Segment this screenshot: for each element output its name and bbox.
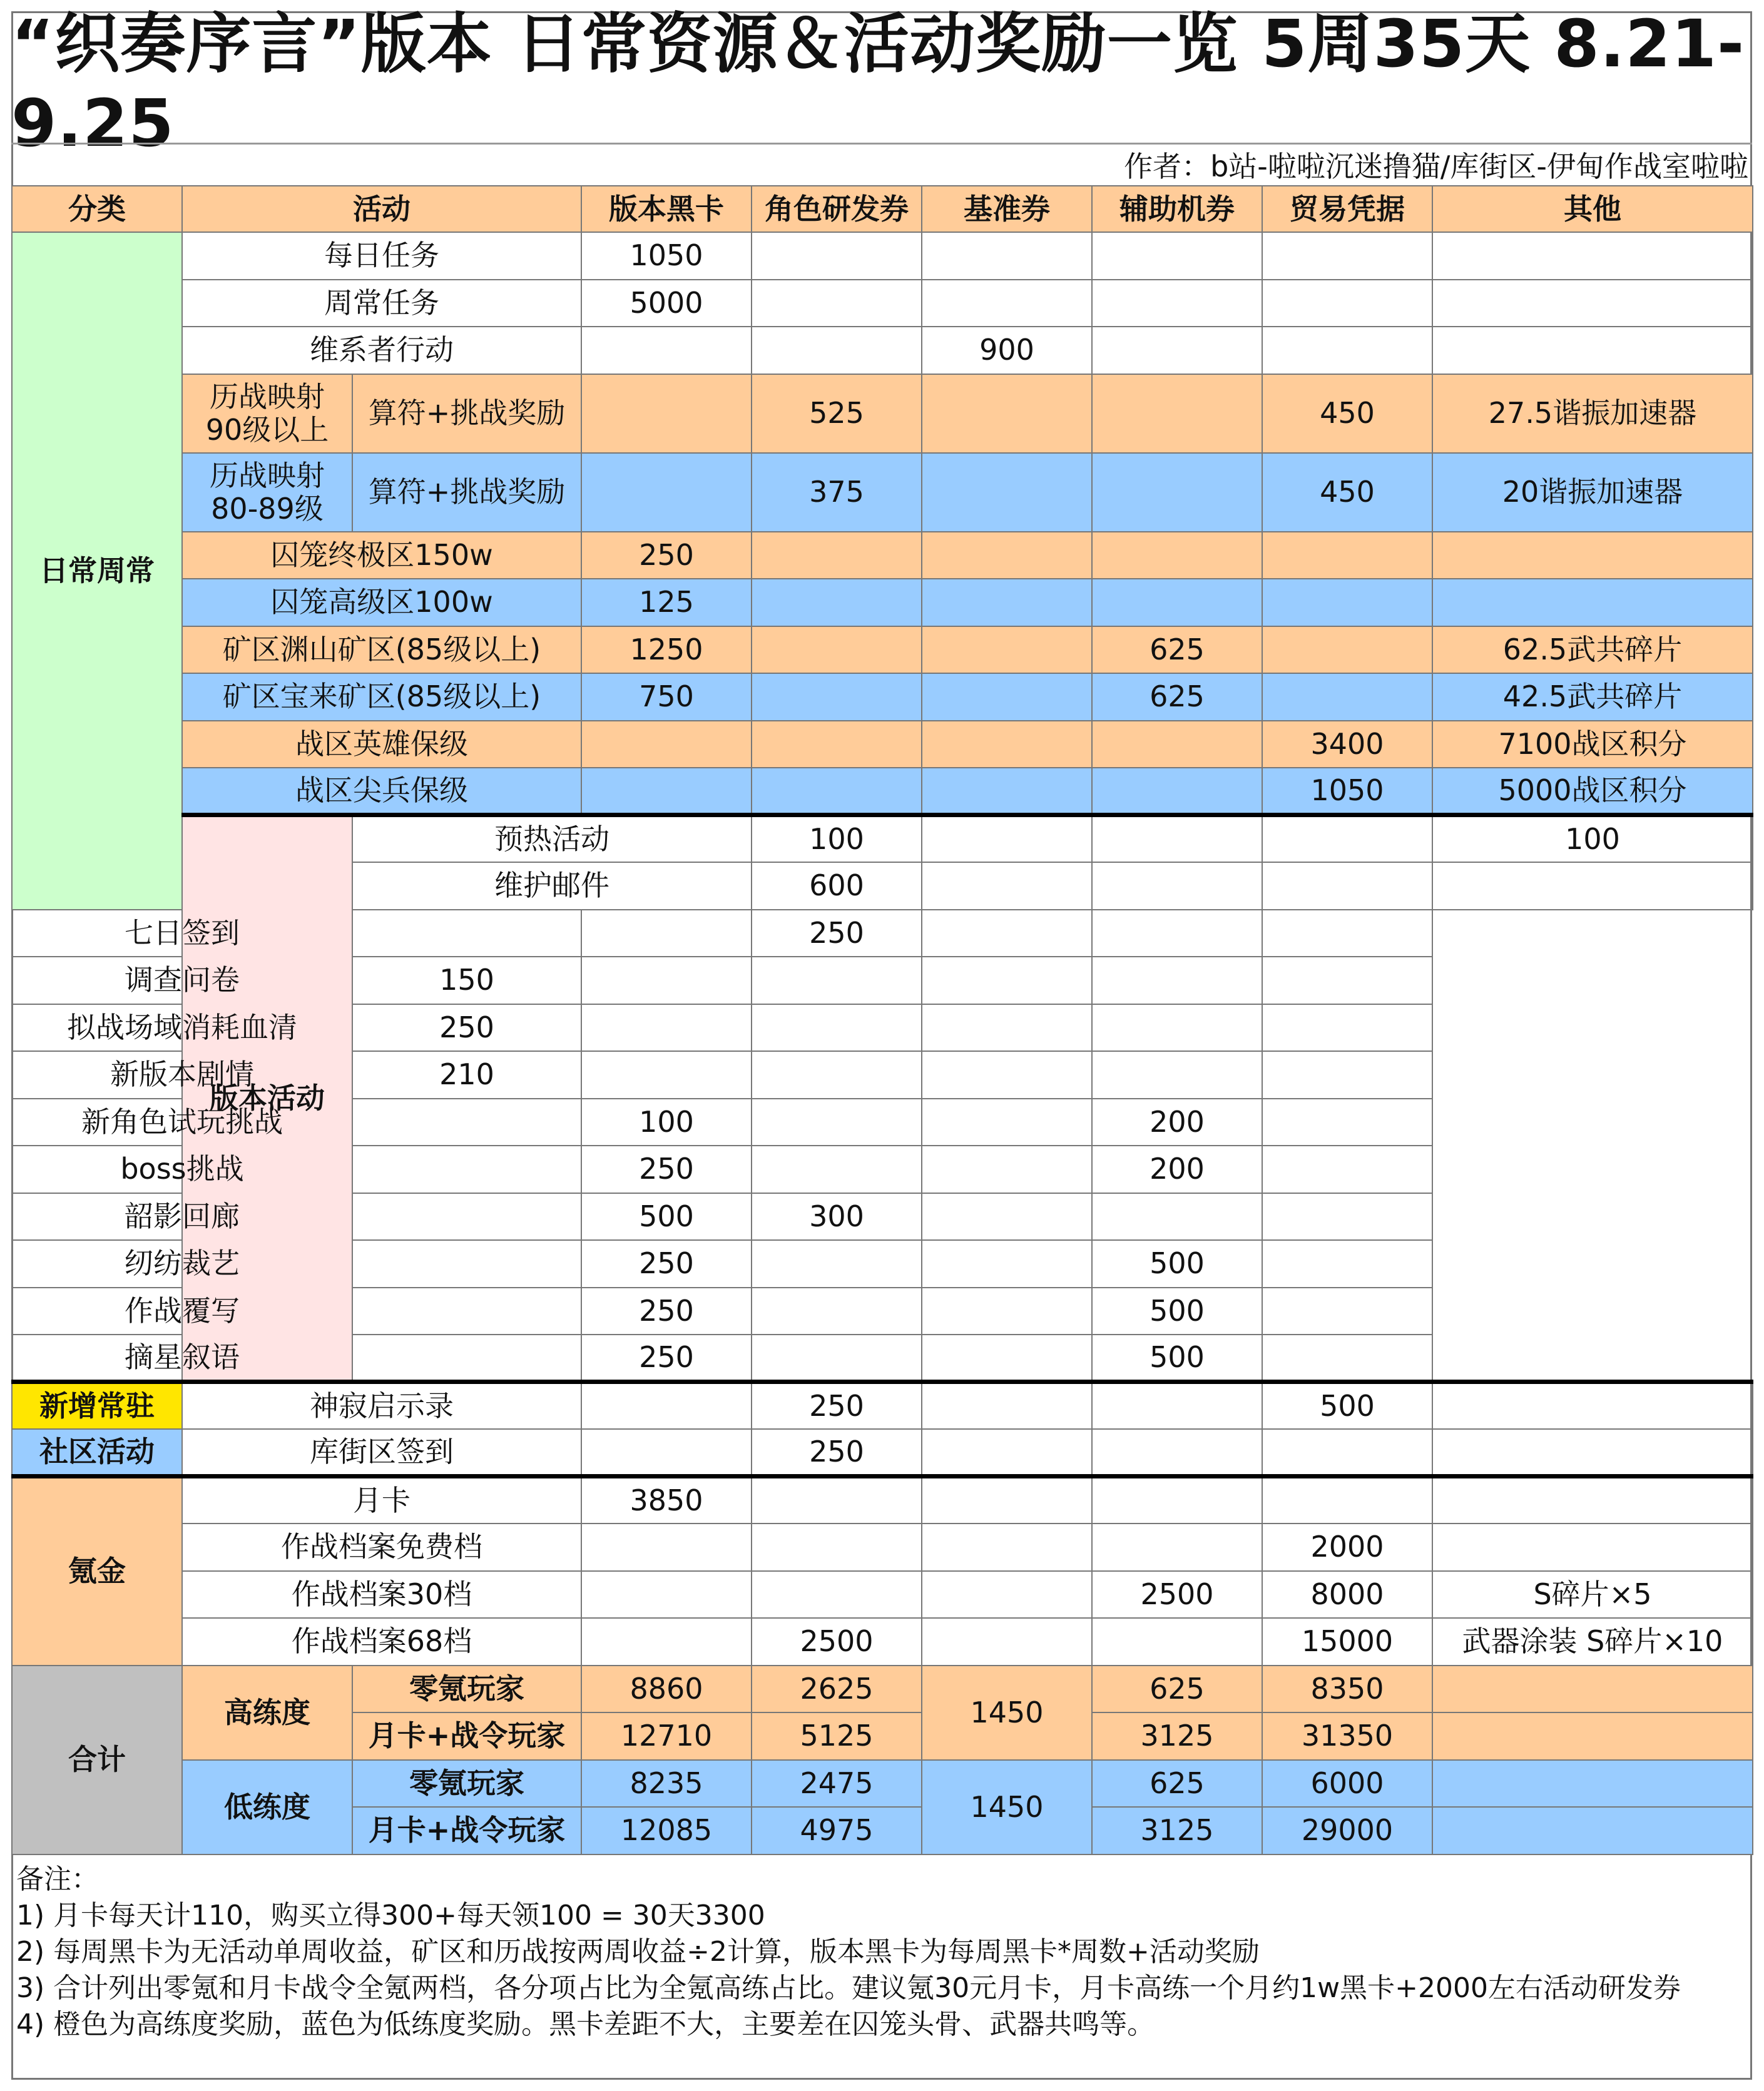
black-card-cell: 8235 (581, 1760, 752, 1808)
header-black-card: 版本黑卡 (581, 186, 752, 232)
black-card-cell (581, 1429, 752, 1477)
base-ticket-cell (922, 453, 1092, 532)
table-row (12, 1760, 1753, 1808)
table-row (12, 1666, 1753, 1713)
aux-ticket-cell (1092, 1477, 1262, 1524)
table-row (12, 768, 1753, 815)
category-payment: 氪金 (12, 1477, 182, 1666)
trade-voucher-cell (1262, 280, 1432, 327)
role-ticket-cell: 250 (752, 1382, 922, 1430)
trade-voucher-cell (1092, 1004, 1262, 1052)
base-ticket-cell (922, 1571, 1092, 1619)
black-card-cell (581, 1524, 752, 1571)
role-ticket-cell: 250 (752, 1429, 922, 1477)
table-row (12, 626, 1753, 674)
aux-ticket-cell: 625 (1092, 1760, 1262, 1808)
trade-voucher-cell: 3400 (1262, 721, 1432, 768)
aux-ticket-cell (922, 1146, 1092, 1193)
activity-cell: 神寂启示录 (182, 1382, 581, 1430)
black-card-cell (581, 374, 752, 453)
aux-ticket-cell (1092, 1524, 1262, 1571)
table-row (12, 1240, 1753, 1288)
trade-voucher-cell (1262, 1429, 1432, 1477)
role-ticket-cell: 250 (581, 1288, 752, 1335)
black-card-cell: 250 (581, 532, 752, 579)
black-card-cell: 3850 (581, 1477, 752, 1524)
trade-voucher-cell (1092, 910, 1262, 957)
role-ticket-cell: 2500 (752, 1618, 922, 1666)
role-ticket-cell: 525 (752, 374, 922, 453)
aux-ticket-cell: 3125 (1092, 1807, 1262, 1854)
table-row (12, 1571, 1753, 1619)
trade-voucher-cell: 500 (1092, 1335, 1262, 1382)
table-row (12, 673, 1753, 721)
table-row (12, 453, 1753, 532)
trade-voucher-cell: 2000 (1262, 1524, 1432, 1571)
black-card-cell: 8860 (581, 1666, 752, 1713)
role-ticket-cell: 2475 (752, 1760, 922, 1808)
base-ticket-cell (922, 579, 1092, 626)
base-ticket-cell (922, 673, 1092, 721)
table-row (12, 815, 1753, 863)
table-row (12, 374, 1753, 453)
role-ticket-cell: 250 (581, 1240, 752, 1288)
table-row (12, 532, 1753, 579)
other-cell (1432, 280, 1753, 327)
role-ticket-cell (752, 721, 922, 768)
role-ticket-cell (752, 280, 922, 327)
aux-ticket-cell: 625 (1092, 626, 1262, 674)
role-ticket-cell: 250 (581, 1335, 752, 1382)
black-card-cell: 600 (752, 862, 922, 910)
table-row (12, 957, 1753, 1004)
base-ticket-cell (1092, 862, 1262, 910)
other-cell (1262, 1193, 1432, 1241)
base-ticket-cell: 300 (752, 1193, 922, 1241)
trade-voucher-cell: 31350 (1262, 1712, 1432, 1760)
note-line: 3) 合计列出零氪和月卡战令全氪两档，各分项占比为全氪高练占比。建议氪30元月卡，月卡高练一个月约1w黑卡+2000左右活动研发券 (16, 1972, 1681, 2004)
high-level-label: 高练度 (182, 1666, 352, 1760)
note-line: 2) 每周黑卡为无活动单周收益，矿区和历战按两周收益÷2计算，版本黑卡为每周黑卡*周数+活动奖励 (16, 1936, 1260, 1968)
role-ticket-cell (752, 673, 922, 721)
trade-voucher-cell (1262, 532, 1432, 579)
other-cell (1432, 327, 1753, 374)
black-card-cell (352, 1146, 581, 1193)
category-community: 社区活动 (12, 1429, 182, 1477)
trade-voucher-cell: 29000 (1262, 1807, 1432, 1854)
other-cell (1432, 1382, 1753, 1430)
black-card-cell (581, 1382, 752, 1430)
black-card-cell: 125 (581, 579, 752, 626)
aux-ticket-cell (1092, 280, 1262, 327)
low-level-label: 低练度 (182, 1760, 352, 1854)
other-cell (1432, 1712, 1753, 1760)
trade-voucher-cell (1262, 327, 1432, 374)
category-total: 合计 (12, 1666, 182, 1854)
resource-table (11, 185, 1753, 1855)
activity-cell: 月卡 (182, 1477, 581, 1524)
activity-cell: 战区英雄保级 (182, 721, 581, 768)
activity-cell: 作战档案30档 (182, 1571, 581, 1619)
activity-cell: 维系者行动 (182, 327, 581, 374)
activity-cell: 战区尖兵保级 (182, 768, 581, 815)
base-ticket-cell (922, 1524, 1092, 1571)
activity-cell: 周常任务 (182, 280, 581, 327)
trade-voucher-cell: 200 (1092, 1099, 1262, 1146)
black-card-cell (581, 1571, 752, 1619)
other-cell (1432, 1477, 1753, 1524)
other-cell (1262, 1051, 1432, 1099)
activity-cell: 矿区渊山矿区(85级以上) (182, 626, 581, 674)
table-row (12, 1099, 1753, 1146)
trade-voucher-cell (1262, 626, 1432, 674)
aux-ticket-cell (922, 1193, 1092, 1241)
table-row (12, 1429, 1753, 1477)
black-card-cell: 1250 (581, 626, 752, 674)
aux-ticket-cell (1092, 1429, 1262, 1477)
base-ticket-cell (752, 1099, 922, 1146)
table-row (12, 1288, 1753, 1335)
black-card-cell (352, 1288, 581, 1335)
base-ticket-cell (752, 1335, 922, 1382)
other-cell (1432, 1429, 1753, 1477)
base-ticket-cell (752, 957, 922, 1004)
base-ticket-cell (922, 721, 1092, 768)
base-ticket-cell (922, 532, 1092, 579)
activity-cell: 每日任务 (182, 232, 581, 280)
table-row (12, 579, 1753, 626)
table-row (12, 327, 1753, 374)
other-cell (1432, 1666, 1753, 1713)
base-ticket-cell (922, 374, 1092, 453)
activity-cell: 韶影回廊 (12, 1193, 352, 1241)
header-base-ticket: 基准券 (922, 186, 1092, 232)
activity-cell: 作战覆写 (12, 1288, 352, 1335)
role-ticket-cell (581, 1004, 752, 1052)
aux-ticket-cell (1092, 768, 1262, 815)
header-category: 分类 (12, 186, 182, 232)
other-cell (1262, 1099, 1432, 1146)
black-card-cell: 750 (581, 673, 752, 721)
role-ticket-cell (581, 910, 752, 957)
table-row (12, 1335, 1753, 1382)
other-cell (1262, 1335, 1432, 1382)
table-row (12, 1146, 1753, 1193)
base-ticket-cell: 900 (922, 327, 1092, 374)
table-row (12, 910, 1753, 957)
trade-voucher-cell: 450 (1262, 374, 1432, 453)
activity-cell: 算符+挑战奖励 (352, 374, 581, 453)
trade-voucher-cell: 6000 (1262, 1760, 1432, 1808)
trade-voucher-cell: 500 (1092, 1288, 1262, 1335)
notes-heading: 备注： (16, 1863, 99, 1895)
base-ticket-cell (752, 1051, 922, 1099)
aux-ticket-cell (1092, 579, 1262, 626)
trade-voucher-cell: 450 (1262, 453, 1432, 532)
aux-ticket-cell (922, 1004, 1092, 1052)
base-ticket-cell (922, 1477, 1092, 1524)
aux-ticket-cell (1262, 862, 1432, 910)
other-cell (1262, 910, 1432, 957)
black-card-cell: 1050 (581, 232, 752, 280)
trade-voucher-cell (1432, 862, 1753, 910)
role-ticket-cell (581, 1051, 752, 1099)
base-ticket-cell: 1450 (922, 1760, 1092, 1854)
table-row (12, 1524, 1753, 1571)
activity-cell: 摘星叙语 (12, 1335, 352, 1382)
activity-cell: 预热活动 (352, 815, 752, 863)
black-card-cell (581, 453, 752, 532)
role-ticket-cell (922, 862, 1092, 910)
header-trade-voucher: 贸易凭据 (1262, 186, 1432, 232)
black-card-cell: 210 (352, 1051, 581, 1099)
table-row (12, 280, 1753, 327)
note-line: 1) 月卡每天计110，购买立得300+每天领100 = 30天3300 (16, 1900, 765, 1931)
header-other: 其他 (1432, 186, 1753, 232)
other-cell: 5000战区积分 (1432, 768, 1753, 815)
trade-voucher-cell (1092, 957, 1262, 1004)
trade-voucher-cell: 100 (1432, 815, 1753, 863)
header-row (12, 186, 1753, 232)
other-cell: 62.5武共碎片 (1432, 626, 1753, 674)
black-card-cell (352, 1335, 581, 1382)
table-row (12, 1477, 1753, 1524)
base-ticket-cell (922, 768, 1092, 815)
header-activity: 活动 (182, 186, 581, 232)
player-type-cell: 月卡+战令玩家 (352, 1712, 581, 1760)
other-cell (1262, 1004, 1432, 1052)
aux-ticket-cell (922, 1099, 1092, 1146)
other-cell (1262, 1146, 1432, 1193)
aux-ticket-cell (922, 910, 1092, 957)
aux-ticket-cell (922, 957, 1092, 1004)
table-row (12, 721, 1753, 768)
activity-cell: 库街区签到 (182, 1429, 581, 1477)
base-ticket-cell (752, 1146, 922, 1193)
role-ticket-cell (922, 815, 1092, 863)
base-ticket-cell (922, 280, 1092, 327)
role-ticket-cell: 250 (581, 1146, 752, 1193)
other-cell (1262, 1288, 1432, 1335)
page-title: “织奏序言”版本 日常资源＆活动奖励一览 5周35天 8.21-9.25 (11, 6, 1745, 161)
other-cell: 42.5武共碎片 (1432, 673, 1753, 721)
role-ticket-cell (752, 1571, 922, 1619)
other-cell (1432, 1524, 1753, 1571)
activity-cell: 囚笼终极区150w (182, 532, 581, 579)
role-ticket-cell (581, 957, 752, 1004)
role-ticket-cell: 2625 (752, 1666, 922, 1713)
aux-ticket-cell (1092, 1382, 1262, 1430)
trade-voucher-cell: 500 (1092, 1240, 1262, 1288)
category-version: 版本活动 (182, 815, 352, 1382)
black-card-cell (352, 1193, 581, 1241)
table-row (12, 1193, 1753, 1241)
aux-ticket-cell (1092, 453, 1262, 532)
black-card-cell: 150 (352, 957, 581, 1004)
activity-cell: 七日签到 (12, 910, 352, 957)
role-ticket-cell (752, 232, 922, 280)
black-card-cell: 12085 (581, 1807, 752, 1854)
activity-cell: 纫纺裁艺 (12, 1240, 352, 1288)
other-cell (1432, 579, 1753, 626)
black-card-cell: 5000 (581, 280, 752, 327)
player-type-cell: 零氪玩家 (352, 1760, 581, 1808)
trade-voucher-cell: 200 (1092, 1146, 1262, 1193)
table-row (12, 1618, 1753, 1666)
black-card-cell (581, 721, 752, 768)
black-card-cell: 250 (352, 1004, 581, 1052)
black-card-cell (581, 1618, 752, 1666)
black-card-cell (352, 1240, 581, 1288)
table-row (12, 1004, 1753, 1052)
header-aux-ticket: 辅助机券 (1092, 186, 1262, 232)
other-cell (1262, 957, 1432, 1004)
base-ticket-cell (922, 1429, 1092, 1477)
activity-cell: 新版本剧情 (12, 1051, 352, 1099)
black-card-cell (352, 1099, 581, 1146)
trade-voucher-cell (1092, 1051, 1262, 1099)
activity-cell: 调查问卷 (12, 957, 352, 1004)
aux-ticket-cell (922, 1240, 1092, 1288)
other-cell (1432, 532, 1753, 579)
aux-ticket-cell (1092, 232, 1262, 280)
trade-voucher-cell: 1050 (1262, 768, 1432, 815)
other-cell: S碎片×5 (1432, 1571, 1753, 1619)
trade-voucher-cell: 8000 (1262, 1571, 1432, 1619)
base-ticket-cell (752, 1004, 922, 1052)
trade-voucher-cell (1262, 232, 1432, 280)
black-card-cell (581, 768, 752, 815)
category-daily: 日常周常 (12, 232, 182, 910)
trade-voucher-cell (1262, 673, 1432, 721)
activity-cell: 新角色试玩挑战 (12, 1099, 352, 1146)
role-ticket-cell (752, 768, 922, 815)
trade-voucher-cell (1262, 579, 1432, 626)
role-ticket-cell: 4975 (752, 1807, 922, 1854)
black-card-cell (581, 327, 752, 374)
base-ticket-cell (922, 1618, 1092, 1666)
role-ticket-cell (752, 327, 922, 374)
black-card-cell (352, 910, 581, 957)
aux-ticket-cell: 3125 (1092, 1712, 1262, 1760)
activity-cell: 算符+挑战奖励 (352, 453, 581, 532)
player-type-cell: 月卡+战令玩家 (352, 1807, 581, 1854)
role-ticket-cell (752, 579, 922, 626)
role-ticket-cell (752, 532, 922, 579)
other-cell (1262, 1240, 1432, 1288)
other-cell (1432, 232, 1753, 280)
category-new-permanent: 新增常驻 (12, 1382, 182, 1430)
aux-ticket-cell (1092, 532, 1262, 579)
activity-cell: 作战档案68档 (182, 1618, 581, 1666)
activity-cell: 作战档案免费档 (182, 1524, 581, 1571)
base-ticket-cell (922, 626, 1092, 674)
base-ticket-cell: 1450 (922, 1666, 1092, 1760)
table-row (12, 232, 1753, 280)
other-cell: 7100战区积分 (1432, 721, 1753, 768)
header-role-ticket: 角色研发券 (752, 186, 922, 232)
trade-voucher-cell: 15000 (1262, 1618, 1432, 1666)
aux-ticket-cell: 625 (1092, 1666, 1262, 1713)
role-ticket-cell: 100 (581, 1099, 752, 1146)
trade-voucher-cell: 500 (1262, 1382, 1432, 1430)
aux-ticket-cell (1092, 374, 1262, 453)
aux-ticket-cell (922, 1051, 1092, 1099)
note-line: 4) 橙色为高练度奖励，蓝色为低练度奖励。黑卡差距不大，主要差在囚笼头骨、武器共鸣等。 (16, 2008, 1155, 2040)
aux-ticket-cell: 625 (1092, 673, 1262, 721)
aux-ticket-cell: 2500 (1092, 1571, 1262, 1619)
other-cell (1432, 1807, 1753, 1854)
activity-cell: 囚笼高级区100w (182, 579, 581, 626)
activity-cell: 维护邮件 (352, 862, 752, 910)
aux-ticket-cell (1092, 721, 1262, 768)
activity-cell: boss挑战 (12, 1146, 352, 1193)
table-row (12, 1382, 1753, 1430)
activity-cell: 拟战场域消耗血清 (12, 1004, 352, 1052)
aux-ticket-cell (1092, 1618, 1262, 1666)
other-cell (1432, 1760, 1753, 1808)
base-ticket-cell (1092, 815, 1262, 863)
aux-ticket-cell (922, 1288, 1092, 1335)
base-ticket-cell (922, 1382, 1092, 1430)
base-ticket-cell (752, 1240, 922, 1288)
trade-voucher-cell: 8350 (1262, 1666, 1432, 1713)
aux-ticket-cell (922, 1335, 1092, 1382)
black-card-cell: 100 (752, 815, 922, 863)
other-cell: 27.5谐振加速器 (1432, 374, 1753, 453)
mapping-group-cell: 历战映射 90级以上 (182, 374, 352, 453)
other-cell: 武器涂装 S碎片×10 (1432, 1618, 1753, 1666)
aux-ticket-cell (1092, 327, 1262, 374)
base-ticket-cell: 250 (752, 910, 922, 957)
trade-voucher-cell (1092, 1193, 1262, 1241)
base-ticket-cell (752, 1288, 922, 1335)
role-ticket-cell: 500 (581, 1193, 752, 1241)
role-ticket-cell: 375 (752, 453, 922, 532)
role-ticket-cell (752, 1524, 922, 1571)
aux-ticket-cell (1262, 815, 1432, 863)
mapping-group-cell: 历战映射 80-89级 (182, 453, 352, 532)
role-ticket-cell: 5125 (752, 1712, 922, 1760)
notes-block (16, 1861, 1743, 2043)
black-card-cell: 12710 (581, 1712, 752, 1760)
player-type-cell: 零氪玩家 (352, 1666, 581, 1713)
other-cell: 20谐振加速器 (1432, 453, 1753, 532)
role-ticket-cell (752, 1477, 922, 1524)
role-ticket-cell (752, 626, 922, 674)
activity-cell: 矿区宝来矿区(85级以上) (182, 673, 581, 721)
author-credit: 作者：b站-啦啦沉迷撸猫/库街区-伊甸作战室啦啦 (11, 143, 1752, 184)
trade-voucher-cell (1262, 1477, 1432, 1524)
base-ticket-cell (922, 232, 1092, 280)
